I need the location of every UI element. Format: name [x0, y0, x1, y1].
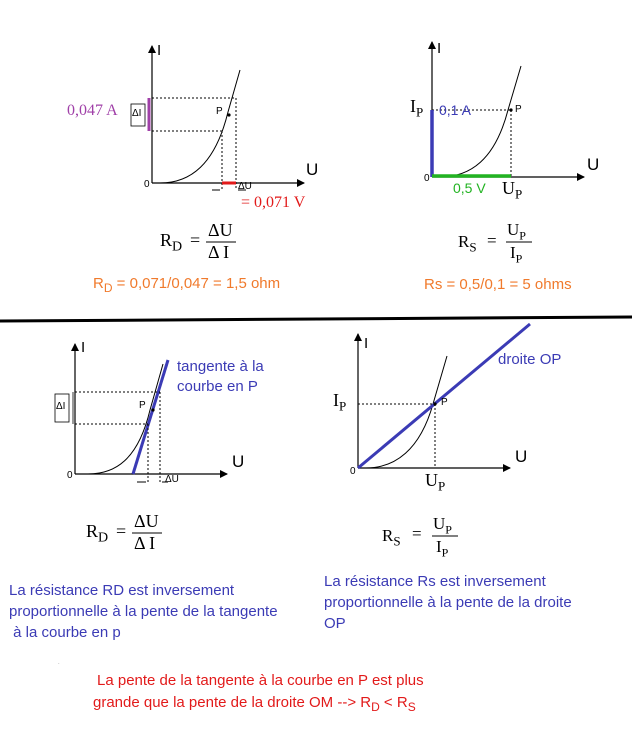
graph3-point-p: [151, 408, 154, 411]
graph4-line-label: droite OP: [498, 351, 562, 368]
graph2-ip-label: $I_P$: [410, 96, 424, 120]
graph2-point-p: [509, 108, 512, 111]
graph2-ip-value: 0,1 A: [439, 102, 471, 118]
graph3-y-label: I: [81, 339, 86, 356]
graph4-x-label: U: [515, 447, 528, 466]
graph-4: [358, 324, 530, 468]
graph3-text-line-3: à la courbe en p: [9, 624, 121, 641]
separator-line: [0, 317, 632, 321]
graph1-delta-u-value: = 0,071 V: [241, 194, 306, 211]
graph-1: [131, 46, 304, 190]
graph4-up-label: $U_P$: [425, 470, 446, 494]
graph2-up-value: 0,5 V: [453, 180, 486, 196]
formula3-lhs: $R_D$: [86, 521, 109, 546]
stray-dot: .: [58, 660, 60, 666]
formula2-num: $U_P$: [507, 220, 526, 243]
graph1-origin: 0: [144, 179, 150, 190]
graph1-x-label: U: [306, 160, 319, 179]
graph2-y-label: I: [437, 40, 442, 57]
conclusion-line-2: grande que la pente de la droite OM --> $R_D < R_S$: [93, 694, 416, 714]
graph4-line-op: [358, 324, 530, 468]
graph4-point-label: P: [441, 397, 448, 408]
formula3-den: Δ I: [134, 533, 156, 553]
formula2-den: $I_P$: [510, 243, 523, 266]
graph2-up-label: $U_P$: [502, 178, 523, 202]
graph1-result: $R_D = 0,071/0,047 = 1,5$ ohm: [93, 275, 281, 295]
formula1-den: Δ I: [208, 242, 230, 262]
graph4-text-line-3: OP: [324, 615, 346, 632]
graph1-curve: [160, 70, 240, 183]
formula1-eq: =: [190, 230, 201, 250]
graph1-delta-i: ΔI: [132, 108, 142, 119]
formula4-eq: =: [412, 524, 422, 543]
graph2-curve: [440, 66, 521, 177]
graph1-delta-i-value: 0,047 A: [67, 102, 118, 119]
graph3-text-line-2: proportionnelle à la pente de la tangente: [9, 603, 278, 620]
graph3-x-label: U: [232, 452, 245, 471]
graph1-point-p: [227, 113, 230, 116]
graph3-delta-u: ΔU: [165, 474, 179, 485]
graph3-tangent: [133, 360, 168, 474]
graph2-x-label: U: [587, 155, 600, 174]
conclusion-line-1: La pente de la tangente à la courbe en P est plus: [97, 672, 424, 689]
graph4-text-line-2: proportionnelle à la pente de la droite: [324, 594, 572, 611]
graph4-ip-label: $I_P$: [333, 390, 347, 414]
graph3-delta-i: ΔI: [56, 401, 66, 412]
graph1-y-label: I: [157, 42, 162, 59]
formula3-eq: =: [116, 521, 127, 541]
graph3-curve: [88, 364, 163, 474]
graph2-point-label: P: [515, 104, 522, 115]
graph3-tangent-label-2: courbe en P: [177, 378, 258, 395]
formula1-num: ΔU: [208, 220, 233, 240]
graph4-origin: 0: [350, 466, 356, 477]
graph4-text-line-1: La résistance Rs est inversement: [324, 573, 546, 590]
graph2-result: Rs = 0,5/0,1 = 5 ohms: [424, 276, 572, 293]
formula3-num: ΔU: [134, 511, 159, 531]
graph3-tangent-label-1: tangente à la: [177, 358, 264, 375]
formula4-num: $U_P$: [433, 514, 452, 537]
graph2-origin: 0: [424, 173, 430, 184]
formula4-lhs: $R_S$: [382, 526, 401, 549]
graph3-point-label: P: [139, 400, 146, 411]
graph3-text-line-1: La résistance RD est inversement: [9, 582, 235, 599]
graph4-point-p: [433, 402, 436, 405]
formula4-den: $I_P$: [436, 537, 449, 560]
graph3-origin: 0: [67, 470, 73, 481]
formula2-eq: =: [487, 231, 497, 250]
graph1-point-label: P: [216, 106, 223, 117]
graph1-delta-u: ΔU: [238, 181, 252, 192]
formula1-lhs: $R_D$: [160, 230, 183, 255]
formula2-lhs: $R_S$: [458, 232, 477, 255]
graph4-y-label: I: [364, 335, 369, 352]
